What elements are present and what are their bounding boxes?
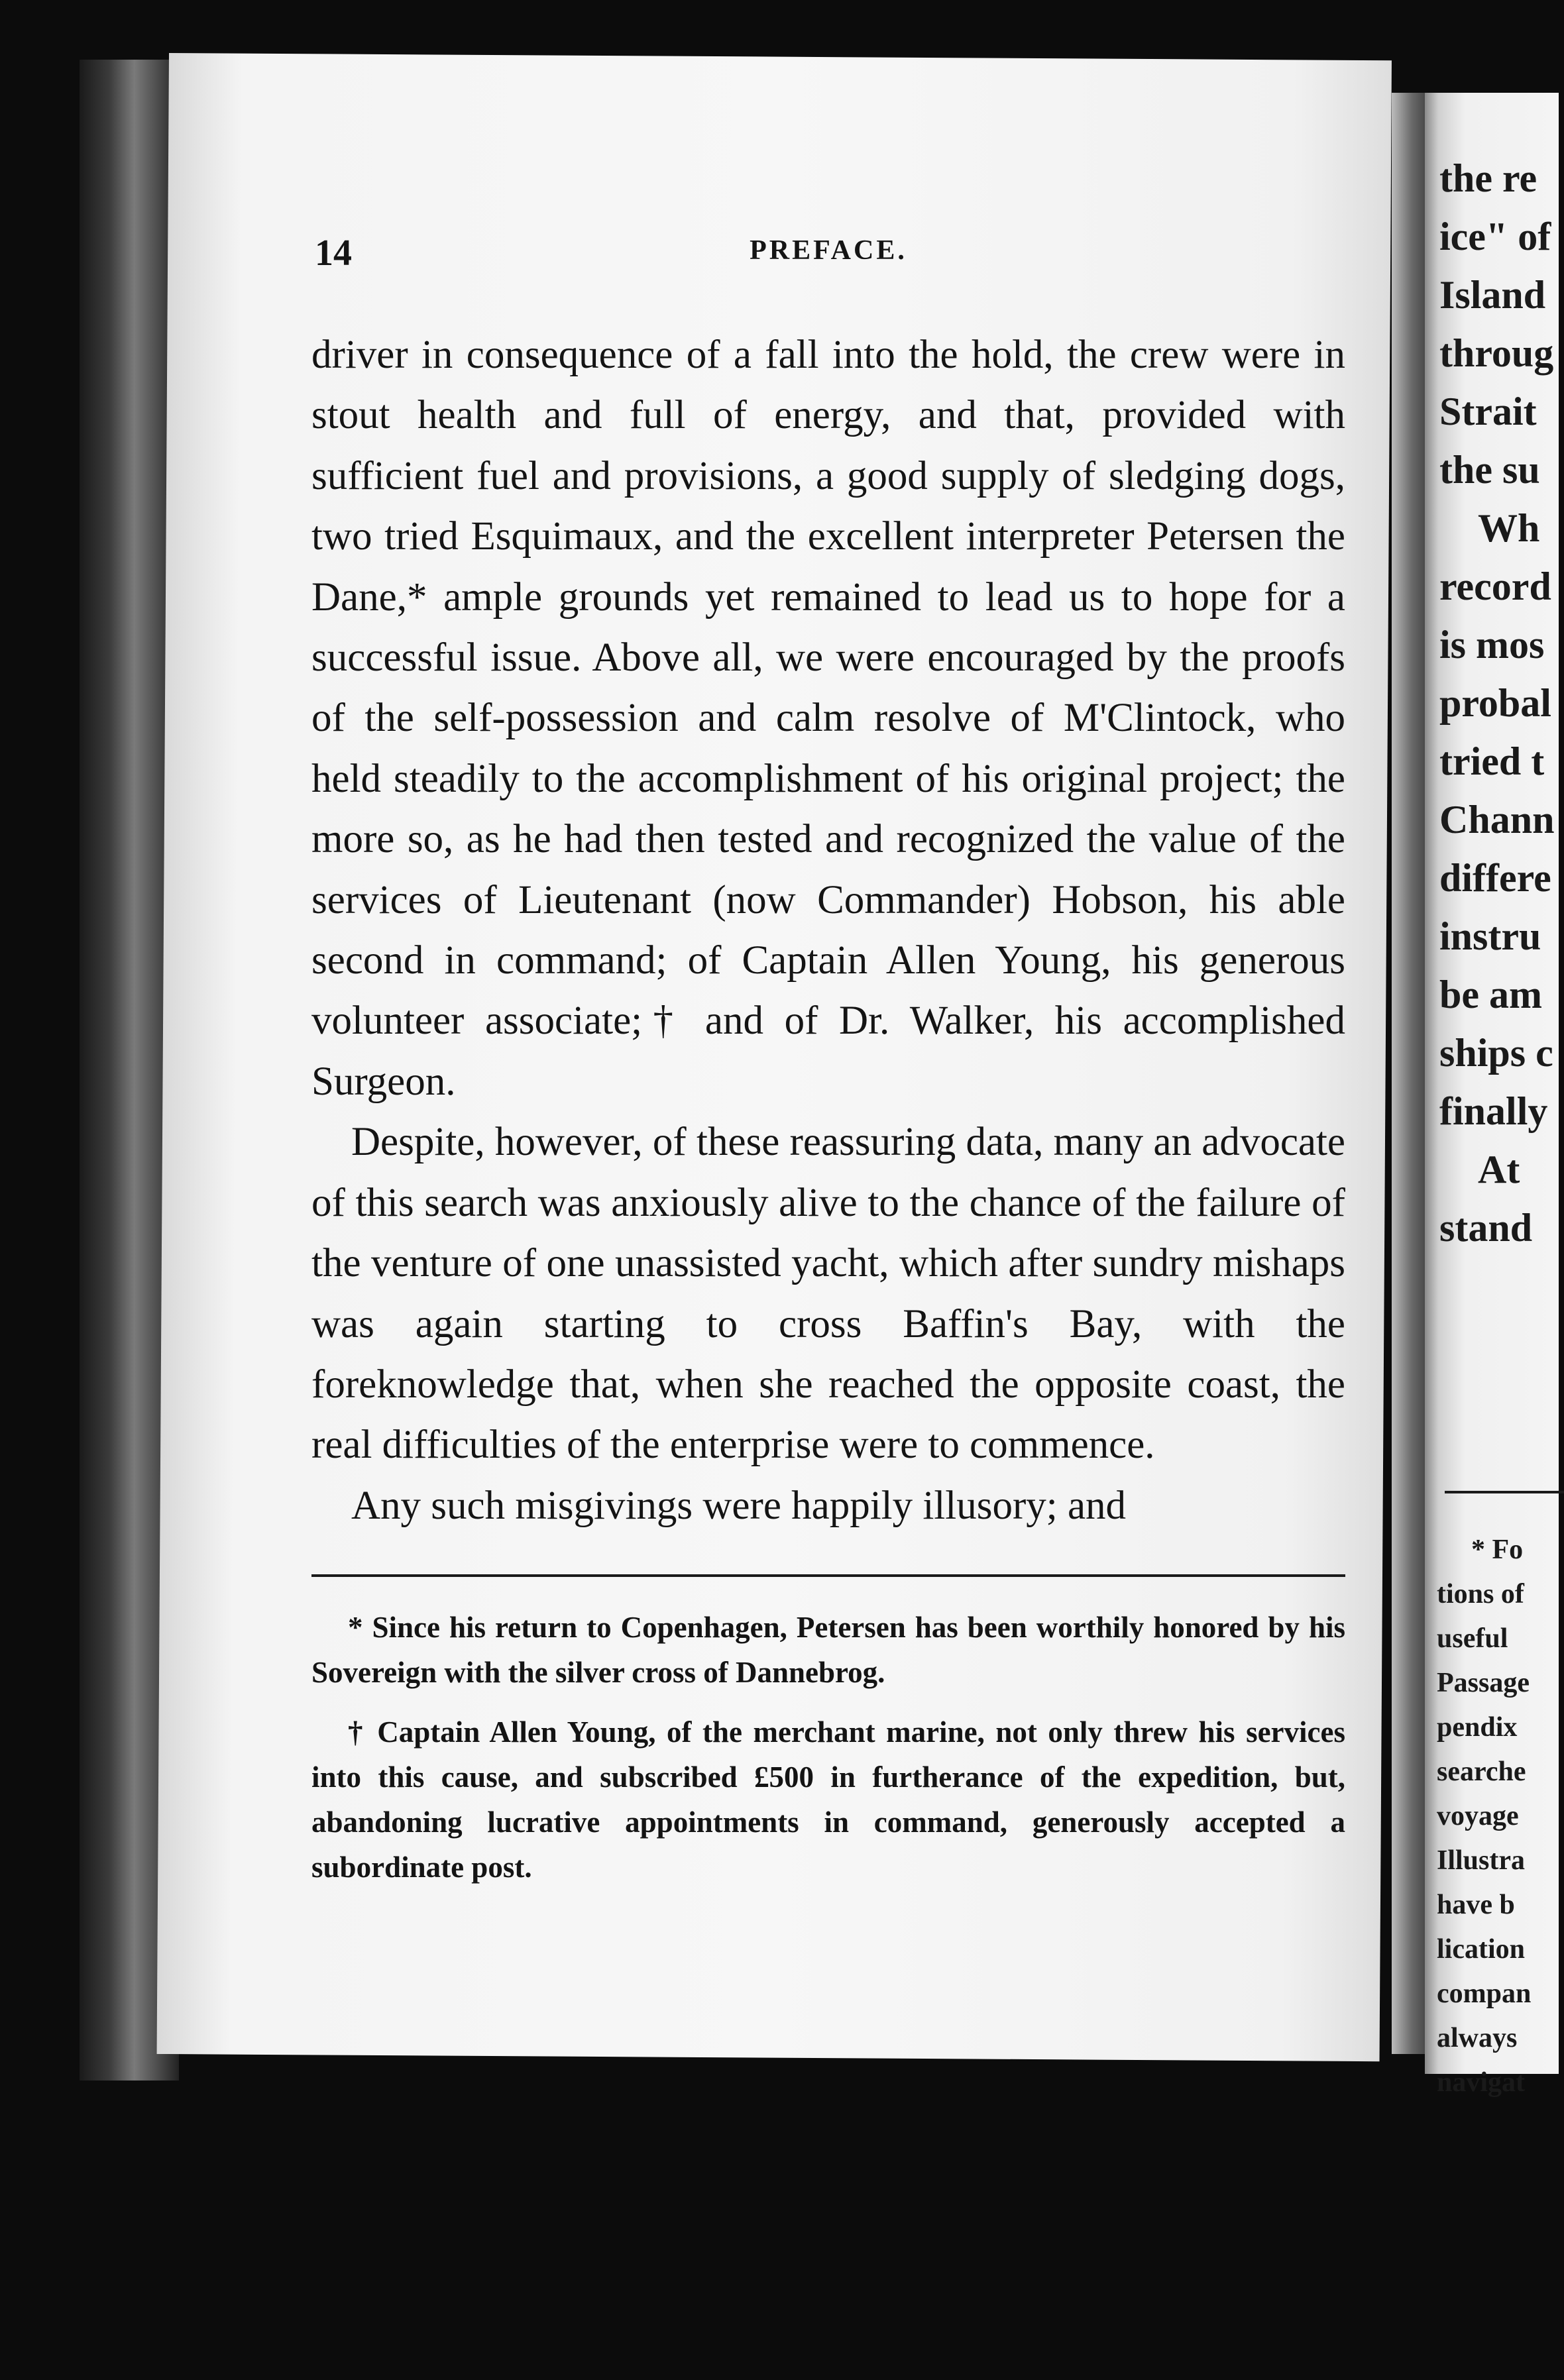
right-page-note: searche [1437, 1757, 1526, 1787]
right-page-note: Passage [1437, 1668, 1530, 1698]
right-page-note: lication [1437, 1934, 1525, 1965]
right-page-note: pendix [1437, 1712, 1518, 1743]
right-page-line: probal [1439, 681, 1551, 725]
page-number: 14 [315, 233, 352, 274]
right-page-note: tions of [1437, 1579, 1524, 1609]
body-text [311, 325, 1345, 1536]
right-page-line: differe [1439, 856, 1551, 900]
right-page-note: Illustra [1437, 1845, 1526, 1876]
right-page-line: Wh [1478, 506, 1540, 550]
right-page-fragment [1425, 93, 1559, 2098]
right-page-note: compan [1437, 1978, 1532, 2009]
right-page-note: always [1437, 2023, 1518, 2053]
right-page-line: tried t [1439, 739, 1545, 783]
right-page-line: Chann [1439, 798, 1555, 841]
right-page-note: navigat [1437, 2067, 1526, 2098]
footnote: † Captain Allen Young, of the merchant marine, not only threw his services into this cause, and subscribed £500 in furtherance of the expedition, but, abandoning lucrative appointments in command, generously accepted a subordinate post. [311, 1715, 1345, 1884]
right-page-line: the su [1439, 448, 1540, 492]
right-page-note: useful [1437, 1623, 1508, 1654]
paragraph: Despite, however, of these reassuring data, many an advocate of this search was anxiously alive to the chance of the failure of the venture of one unassisted yacht, which after sundry mishaps was again starting to cross Baffin's Bay, with the foreknowledge that, when she reached the opposite coast, the real difficulties of the enterprise were to commence. [311, 1120, 1345, 1468]
running-head [311, 232, 1345, 278]
right-page-line: be am [1439, 973, 1542, 1016]
right-page-line: At [1478, 1148, 1520, 1191]
right-page-note: have b [1437, 1890, 1515, 1920]
page-content [311, 232, 1345, 1904]
right-page-line: ships c [1439, 1031, 1553, 1075]
right-page-footnote-rule [1445, 1491, 1564, 1493]
right-page-line: record [1439, 565, 1551, 608]
right-page-line: Strait [1439, 390, 1537, 433]
footnote-rule [311, 1574, 1345, 1577]
right-page-note: * Fo [1471, 1535, 1524, 1565]
right-page-line: stand [1439, 1206, 1533, 1250]
running-title: PREFACE. [750, 235, 907, 266]
right-page-line: is mos [1439, 623, 1545, 667]
paragraph: Any such misgivings were happily illusory; and [351, 1483, 1127, 1528]
right-page-line: instru [1439, 914, 1541, 958]
footnote: * Since his return to Copenhagen, Petersen has been worthily honored by his Sovereign with the silver cross of Dannebrog. [311, 1611, 1345, 1690]
right-page-line: Island [1439, 273, 1546, 317]
right-page-line: throug [1439, 331, 1554, 375]
right-page-line: finally [1439, 1089, 1548, 1133]
right-page-note: voyage [1437, 1801, 1519, 1831]
right-page-line: ice" of [1439, 215, 1551, 258]
paragraph: driver in consequence of a fall into the hold, the crew were in stout health and full of energy, and that, provided with sufficient fuel and provisions, a good supply of sledging dogs, two tried Esquimaux, and the excellent interpreter Petersen the Dane,* ample grounds yet remained to lead us to hope for a successful issue. Above all, we were encouraged by the proofs of the self-possession and calm resolve of M'Clintock, who held steadily to the accomplishment of his original project; the more so, as he had then tested and recognized the value of the services of Lieutenant (now Commander) Hobson, his able second in command; of Captain Allen Young, his generous volunteer associate;† and of Dr. Walker, his accomplished Surgeon. [311, 333, 1345, 1104]
right-page-line: the re [1439, 156, 1537, 200]
